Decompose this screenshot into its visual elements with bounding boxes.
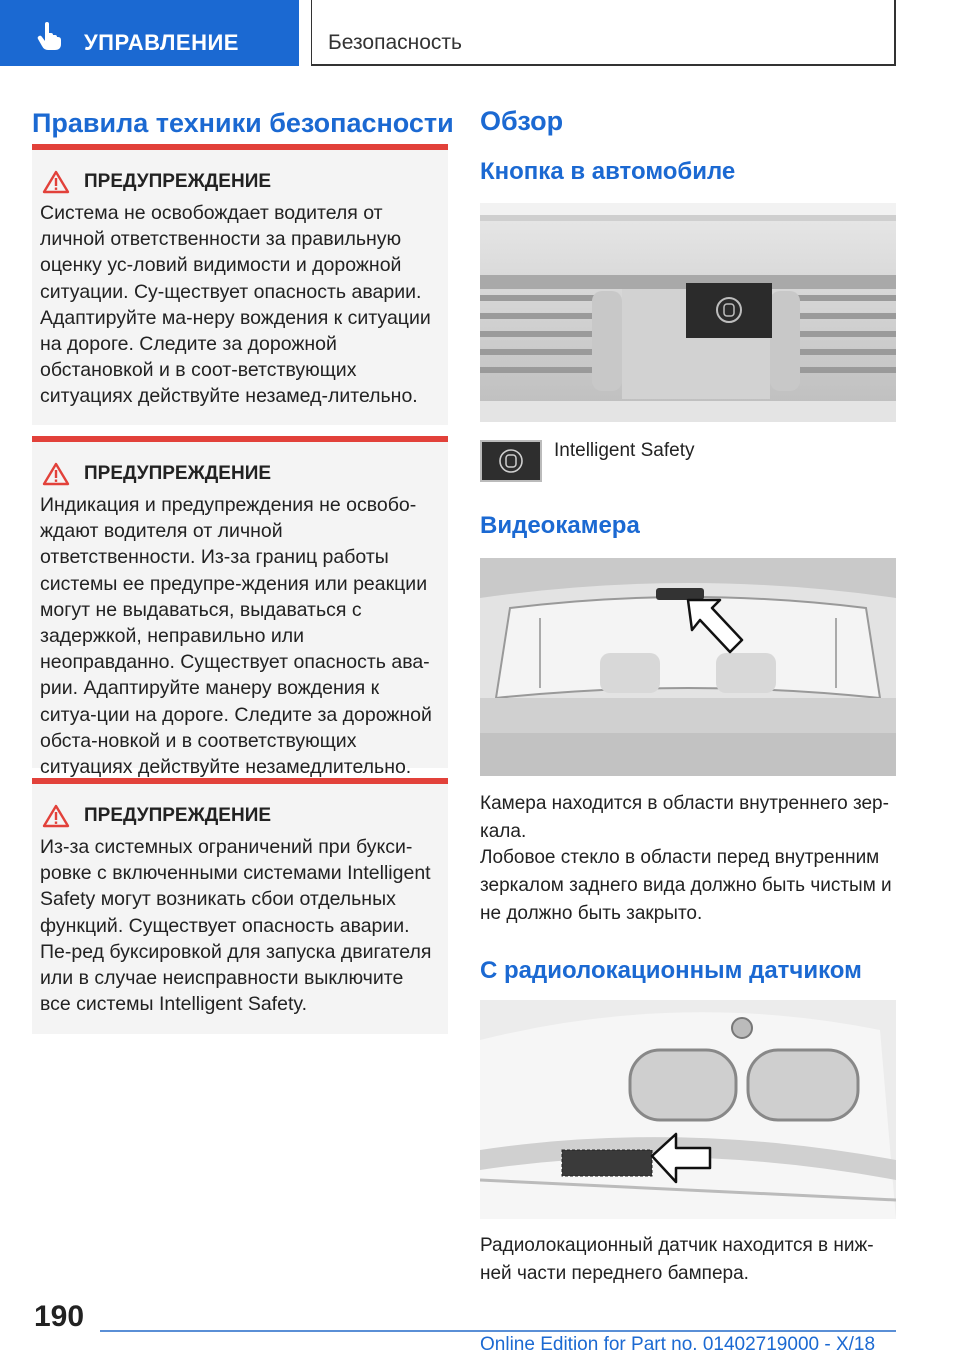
warning-box-1: [32, 144, 448, 425]
dashboard-button-photo: [480, 203, 896, 422]
chapter-title: УПРАВЛЕНИЕ: [84, 30, 239, 55]
radar-location-text: Радиолокационный датчик находится в ниж-ней части переднего бампера.: [480, 1235, 874, 1284]
camera-heading: Видеокамера: [480, 512, 640, 539]
chapter-tab[interactable]: [0, 0, 299, 66]
warning-text: Индикация и предупреждения не освобо-ждают водителя от личной ответственности. Из-за границ работы системы ее предупре-ждения или реакции могут не выдаваться, выдаваться с задержкой, неправильно или неоправданно. Существует опасность ава-рии. Адаптируйте манеру вождения к ситуа-ции на дороге. Следите за дорожной обста-новкой и в соответствующих ситуациях действуйте незамедлительно.: [40, 494, 432, 779]
warning-triangle-icon: [42, 804, 70, 828]
warning-text: Система не освобождает водителя от личной ответственности за правильную оценку ус-ловий видимости и дорожной ситуации. Су-ществует опасность аварии. Адаптируйте ма-неру вождения к ситуации на дороге. Следите за дорожной обстановкой и в соот-ветствующих ситуациях действуйте незамед-лительно.: [40, 202, 431, 408]
radar-sensor-photo: [480, 1000, 896, 1219]
windshield-clean-text: Лобовое стекло в области перед внутренним зеркалом заднего вида должно быть чистым и не должно быть закрыто.: [480, 847, 892, 924]
radar-heading: С радиолокационным датчиком: [480, 957, 862, 984]
footer-divider: [100, 1330, 896, 1332]
warning-text: Из-за системных ограничений при букси-ровке с включенными системами Intelligent Safety могут возникать сбои отдельных функций. Существует опасность аварии. Пе-ред буксировкой для запуска двигателя или в случае неисправности выключите все системы Intelligent Safety.: [40, 836, 432, 1016]
edition-link[interactable]: Online Edition for Part no. 01402719000 - X/18: [480, 1334, 876, 1355]
page-number: 190: [34, 1300, 85, 1333]
warning-title: [40, 460, 438, 488]
warning-title-text: ПРЕДУПРЕЖДЕНИЕ: [84, 463, 272, 484]
warning-title: [40, 168, 438, 196]
button-in-car-heading: Кнопка в автомобиле: [480, 158, 736, 185]
warning-triangle-icon: [42, 462, 70, 486]
safety-rules-heading: Правила техники безопасности: [32, 108, 454, 138]
warning-title-text: ПРЕДУПРЕЖДЕНИЕ: [84, 171, 272, 192]
intelligent-safety-button[interactable]: [480, 440, 542, 482]
warning-title-text: ПРЕДУПРЕЖДЕНИЕ: [84, 805, 272, 826]
warning-box-3: [32, 778, 448, 1034]
intelligent-safety-label: Intelligent Safety: [554, 440, 695, 461]
section-title: Безопасность: [328, 31, 462, 54]
overview-heading: Обзор: [480, 106, 564, 136]
camera-location-text: Камера находится в области внутреннего зер-кала.: [480, 793, 889, 842]
camera-photo: [480, 558, 896, 776]
intelligent-safety-icon: [482, 442, 540, 480]
warning-box-2: [32, 436, 448, 779]
section-tab: [311, 0, 896, 66]
warning-title: [40, 802, 438, 830]
hand-pointer-icon: [36, 22, 62, 50]
warning-triangle-icon: [42, 170, 70, 194]
